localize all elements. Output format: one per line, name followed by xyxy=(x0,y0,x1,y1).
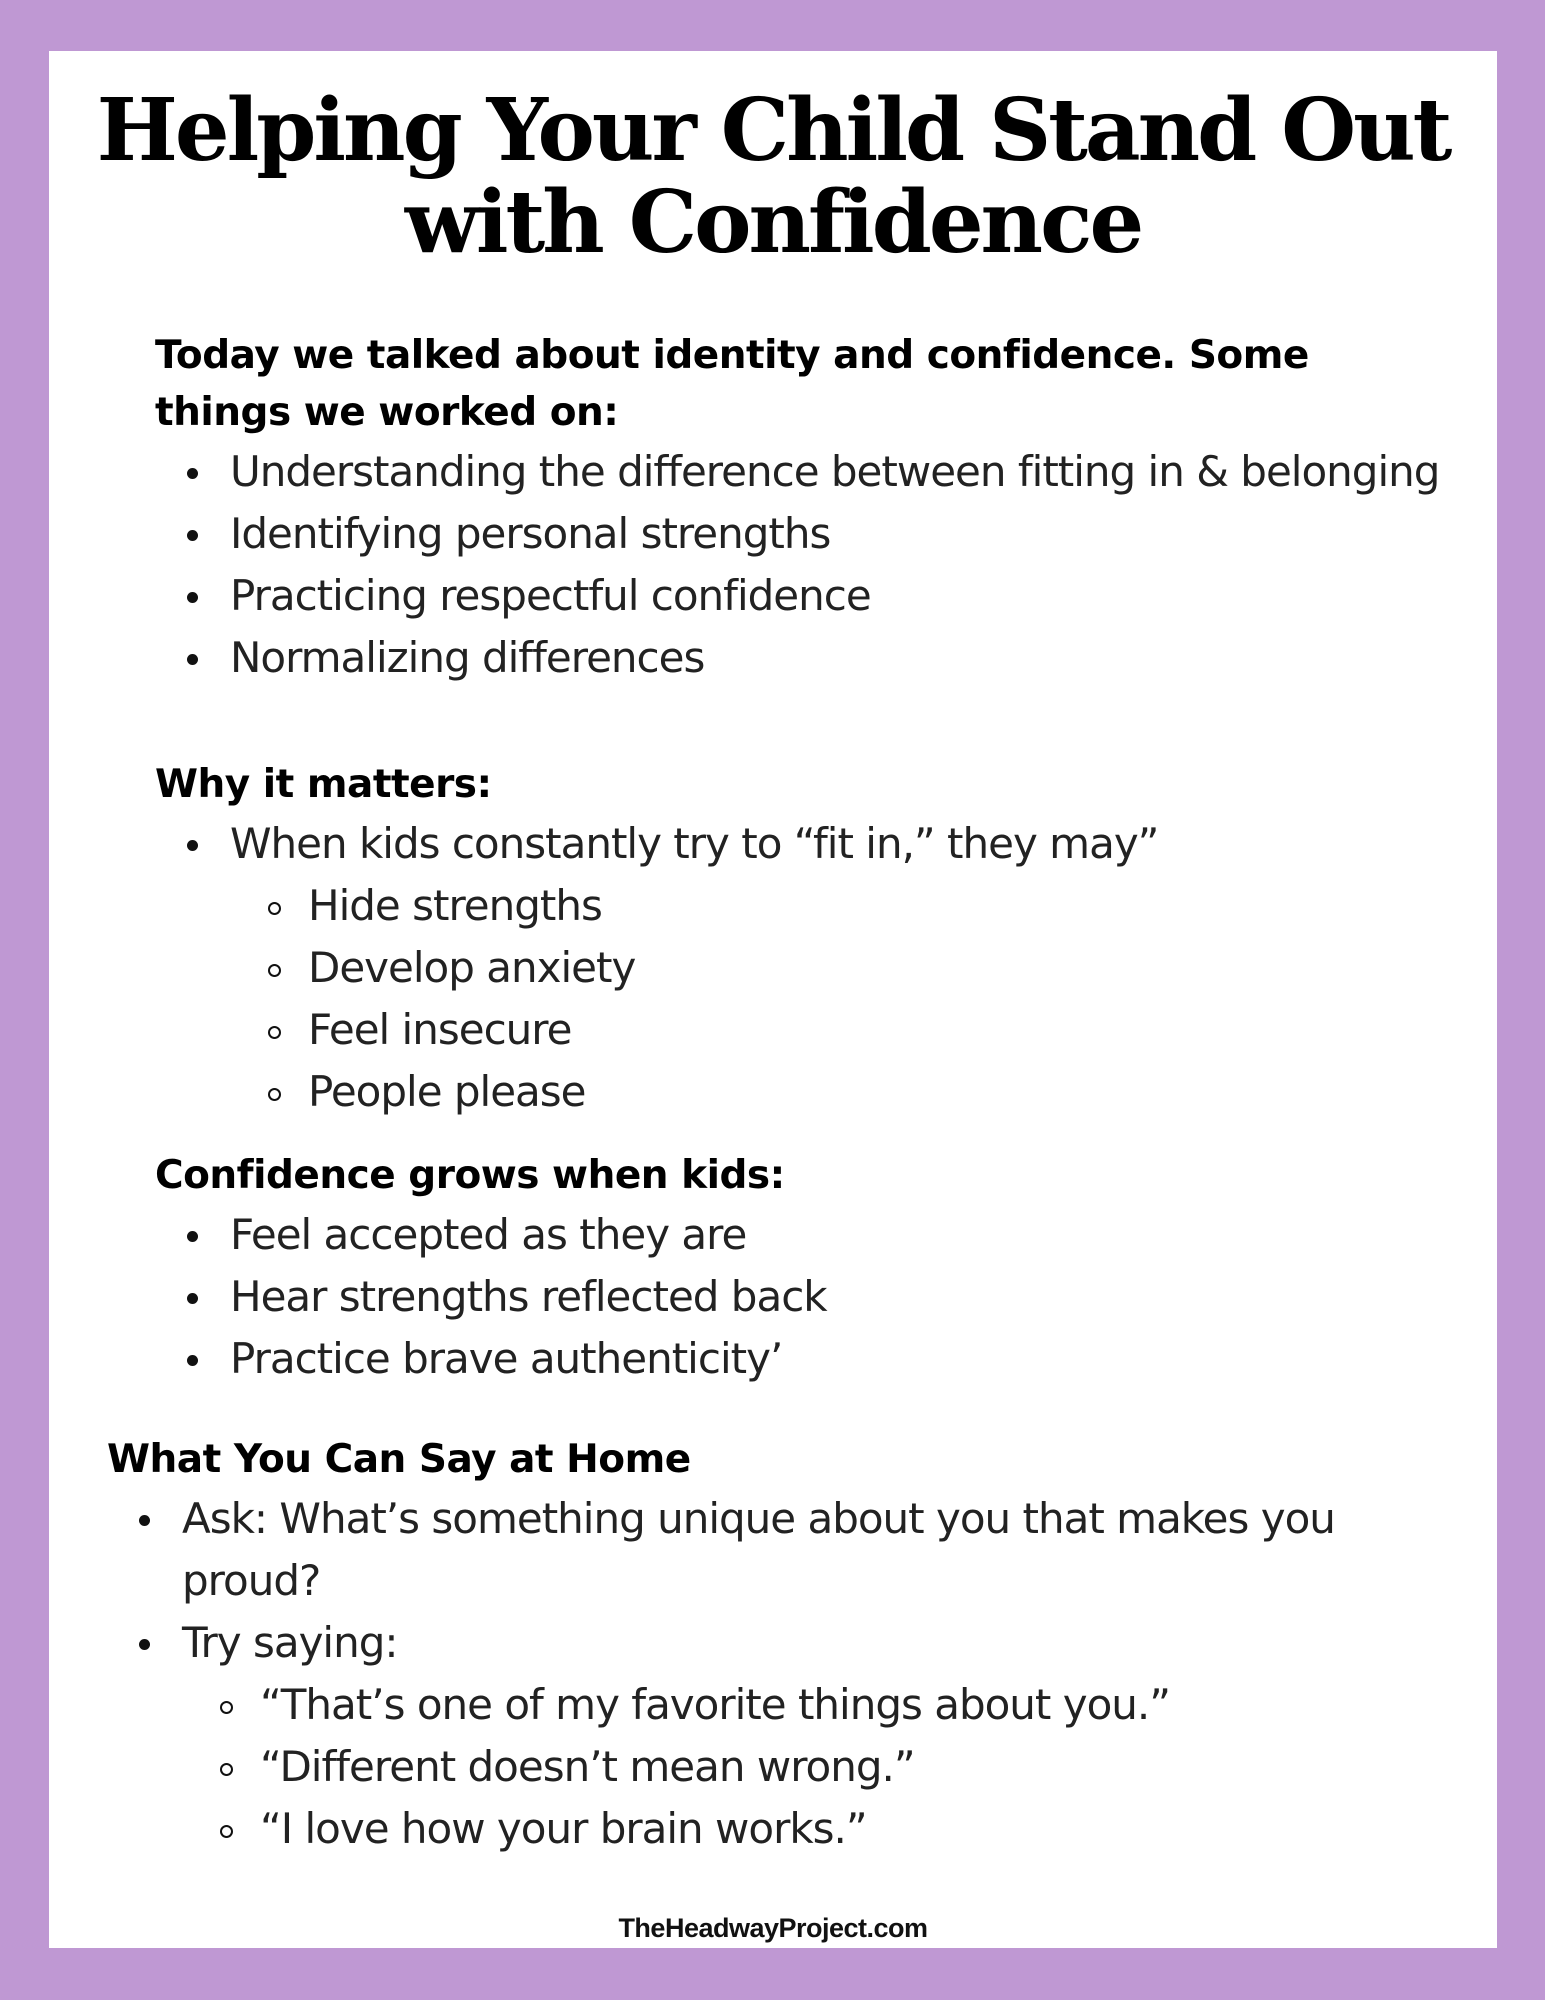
list-item: Try saying: xyxy=(107,1612,1467,1674)
section-topics xyxy=(155,327,1455,689)
list-item: Hear strengths reflected back xyxy=(155,1266,1455,1328)
sub-list-item: Develop anxiety xyxy=(155,937,1455,999)
section-why-it-matters xyxy=(155,756,1455,1123)
section-why-heading: Why it matters: xyxy=(155,762,492,807)
section-confidence-grows xyxy=(155,1147,1455,1390)
topics-list xyxy=(155,441,1455,689)
list-item: Identifying personal strengths xyxy=(155,503,1455,565)
sub-list-item: “That’s one of my favorite things about you.” xyxy=(107,1674,1467,1736)
list-item: Normalizing differences xyxy=(155,627,1455,689)
sub-list-item: “Different doesn’t mean wrong.” xyxy=(107,1736,1467,1798)
handout-page xyxy=(49,51,1497,1948)
title-line-1: Helping Your Child Stand Out xyxy=(96,80,1450,181)
section-topics-heading: Today we talked about identity and confidence. Some things we worked on: xyxy=(155,333,1309,435)
sub-list-item: Hide strengths xyxy=(155,875,1455,937)
list-item: Practice brave authenticity’ xyxy=(155,1328,1455,1390)
section-confidence-heading: Confidence grows when kids: xyxy=(155,1153,785,1198)
section-home-heading: What You Can Say at Home xyxy=(107,1437,691,1482)
sub-list-item: Feel insecure xyxy=(155,999,1455,1061)
why-list xyxy=(155,813,1455,1123)
sub-list-item: “I love how your brain works.” xyxy=(107,1798,1467,1860)
home-list xyxy=(107,1488,1467,1860)
sub-list-item: People please xyxy=(155,1061,1455,1123)
list-item: Ask: What’s something unique about you that makes you proud? xyxy=(107,1488,1467,1612)
list-item: Understanding the difference between fitting in & belonging xyxy=(155,441,1455,503)
list-item: Practicing respectful confidence xyxy=(155,565,1455,627)
footer-website: TheHeadwayProject.com xyxy=(618,1913,928,1943)
list-item: Feel accepted as they are xyxy=(155,1204,1455,1266)
confidence-list xyxy=(155,1204,1455,1390)
list-item: When kids constantly try to “fit in,” they may” xyxy=(155,813,1455,875)
page-title xyxy=(49,80,1497,273)
section-say-at-home xyxy=(107,1431,1467,1860)
title-line-2: with Confidence xyxy=(404,172,1142,273)
